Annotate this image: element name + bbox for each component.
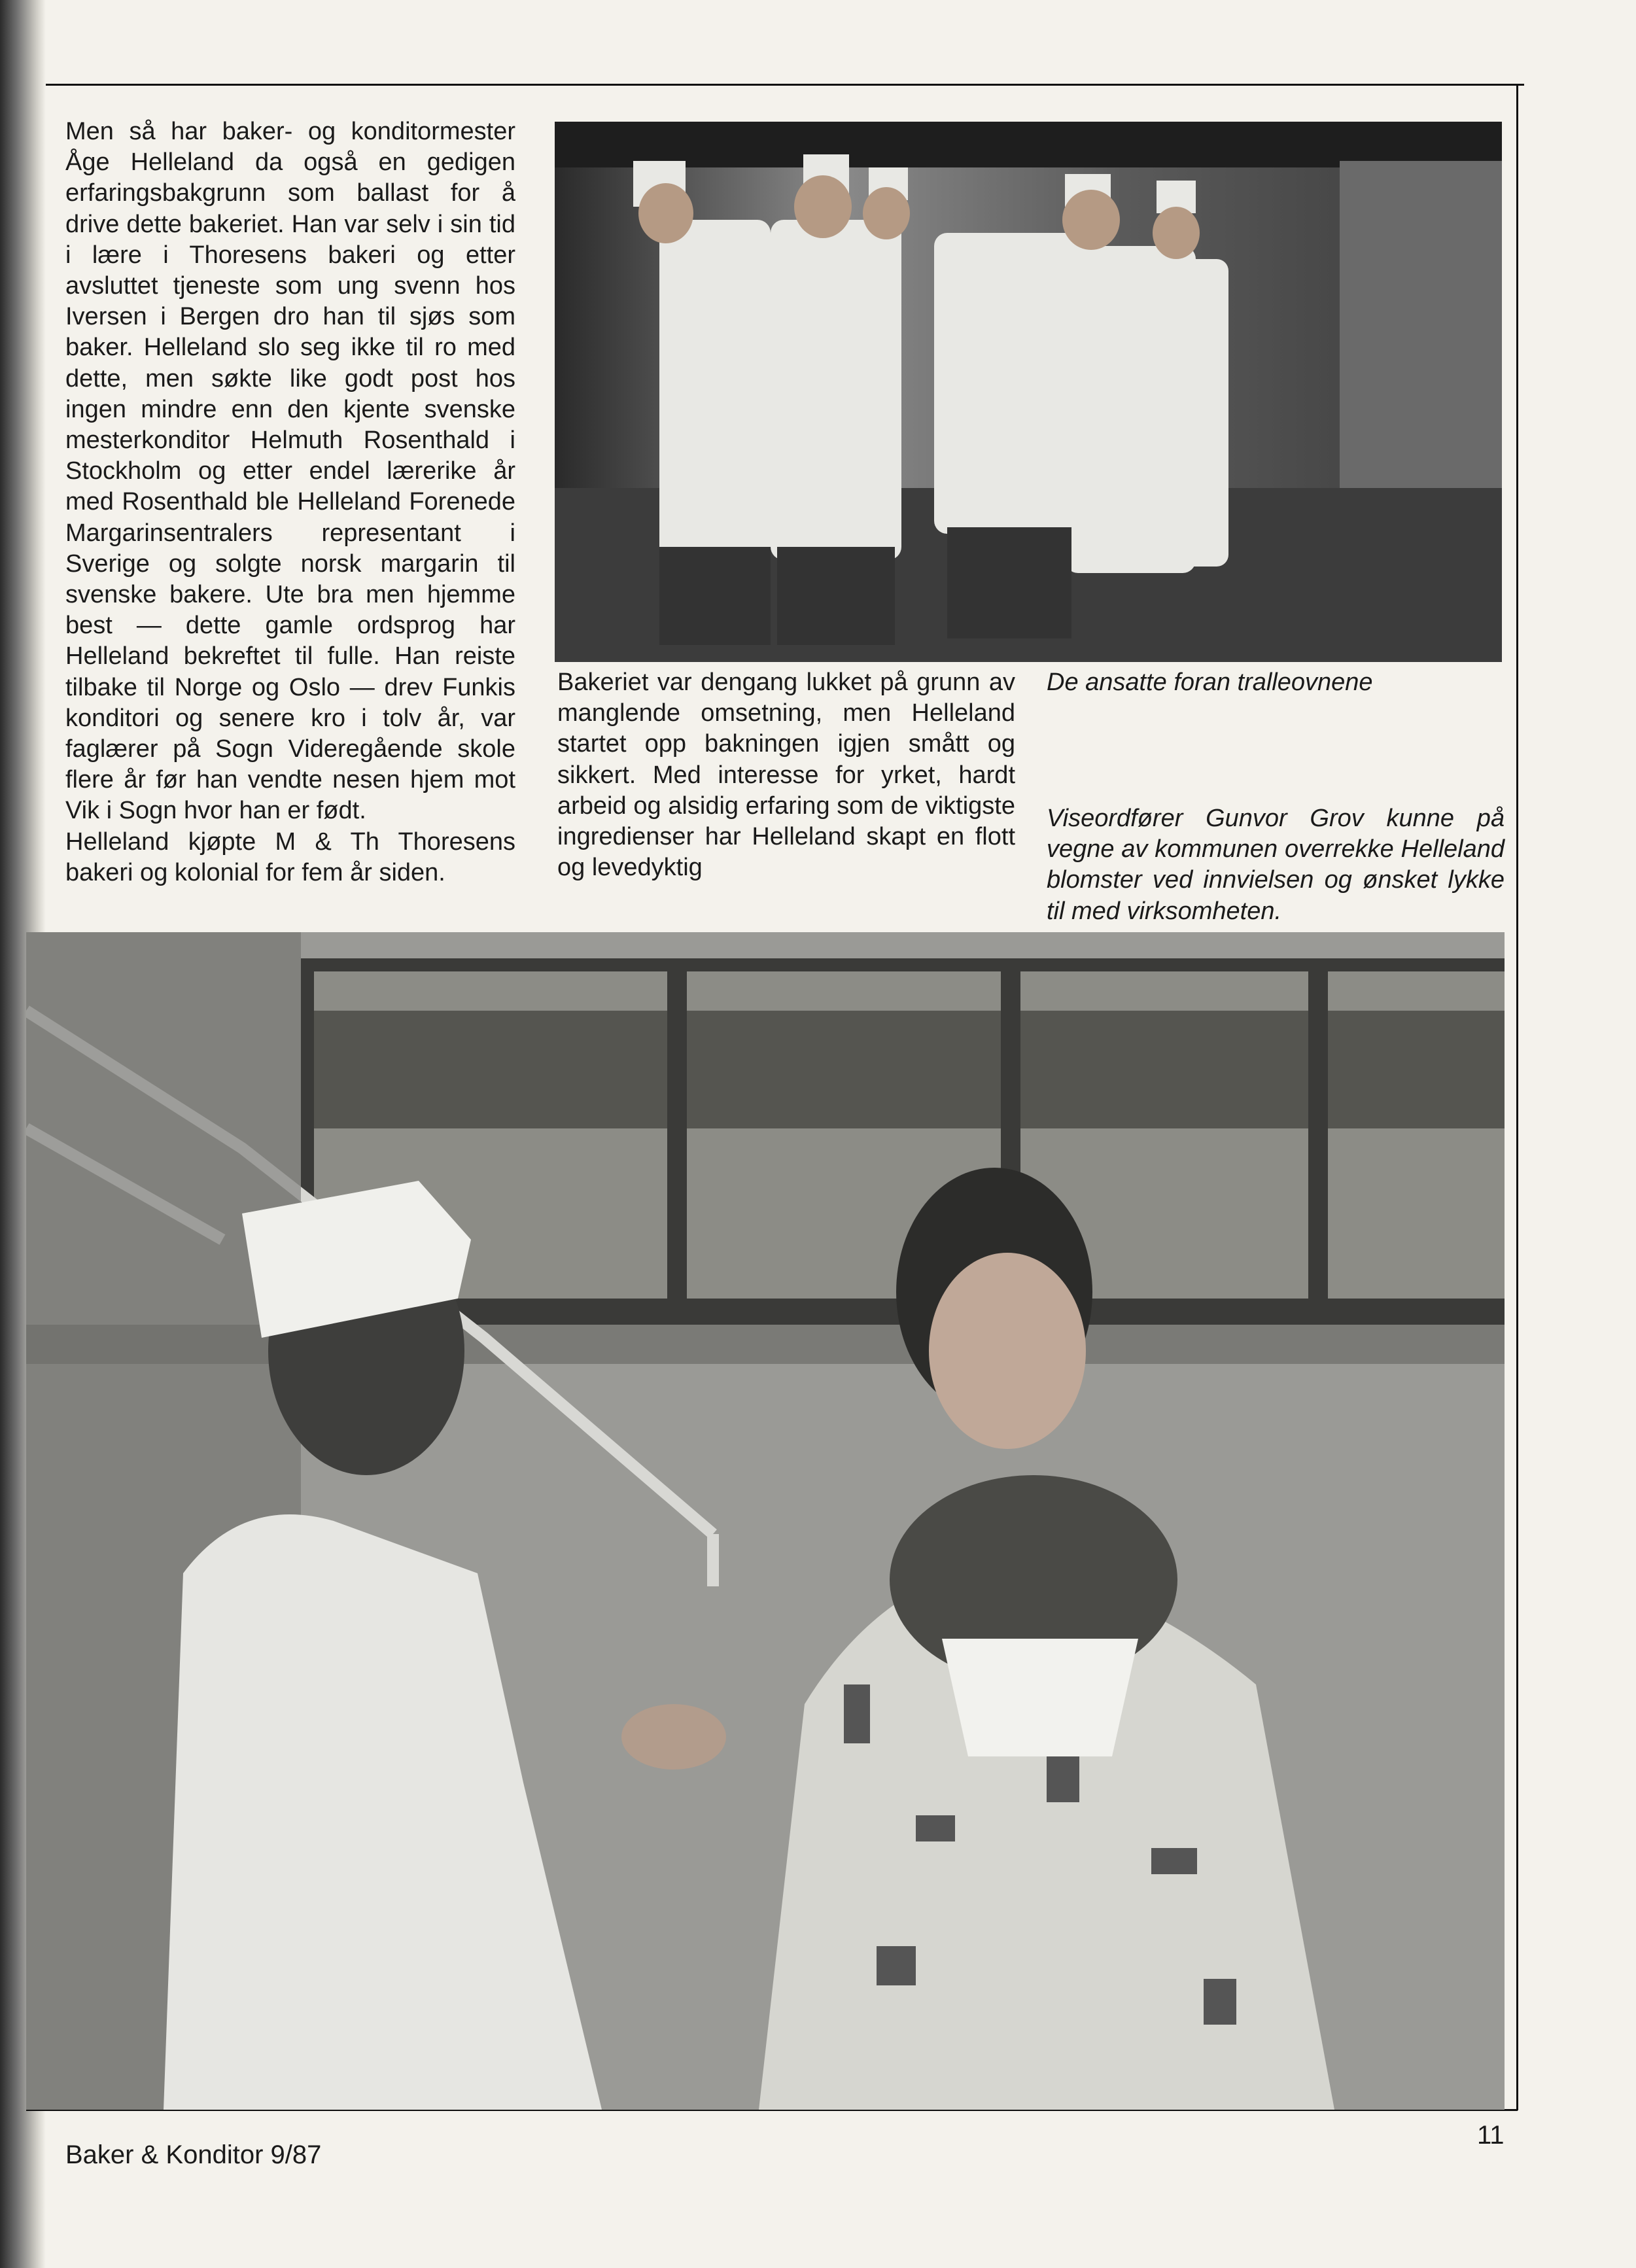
article-paragraph: Helleland kjøpte M & Th Thoresens bakeri og kolonial for fem år siden. <box>65 828 515 886</box>
page-number: 11 <box>1477 2121 1505 2150</box>
article-paragraph: Men så har baker- og konditormester Åge Helleland da også en gedigen erfaringsbakgrunn som ballast for å drive dette bakeriet. Han var selv i sin tid i lære i Thoresens bakeri og etter avsluttet tjeneste som ung svenn hos Iversen i Bergen dro han til sjøs som baker. Helleland slo seg ikke til ro med dette, men søkte like godt post hos ingen mindre enn den kjente svenske mesterkonditor Helmuth Rosenthald i Stockholm og etter endel lærerike år med Rosenthald ble Helleland Forenede Margarinsentralers representant i Sverige og solgte norsk margarin til svenske bakere. Ute bra men hjemme best — dette gamle ordsprog har Helleland bekreftet til fulle. Han reiste tilbake til Norge og Oslo — drev Funkis konditori og senere kro i tolv år, var faglærer på Sogn Videregående skole flere år før han vendte nesen hjem mot Vik i Sogn hvor han er født. <box>65 118 515 825</box>
staff-photo <box>555 122 1502 662</box>
staff-photo-caption: De ansatte foran tralleovnene <box>1047 669 1373 696</box>
article-paragraph: Bakeriet var dengang lukket på grunn av manglende omsetning, men Helleland startet opp bakningen igjen smått og sikkert. Med interesse for yrket, hardt arbeid og alsidig erfaring som de viktigste ingredienser har Helleland skapt en flott og levedyktig <box>557 669 1015 882</box>
flowers-photo-caption: Viseordfører Gunvor Grov kunne på vegne av kommunen overrekke Helleland blomster ved innvielsen og ønsket lykke til med virksomheten. <box>1047 805 1505 925</box>
flowers-photo <box>26 932 1505 2110</box>
right-rule <box>1516 84 1518 2110</box>
article-column-middle <box>557 667 1015 883</box>
publication-footer: Baker & Konditor 9/87 <box>65 2140 322 2169</box>
top-rule <box>46 84 1524 86</box>
article-column-left <box>65 116 515 888</box>
